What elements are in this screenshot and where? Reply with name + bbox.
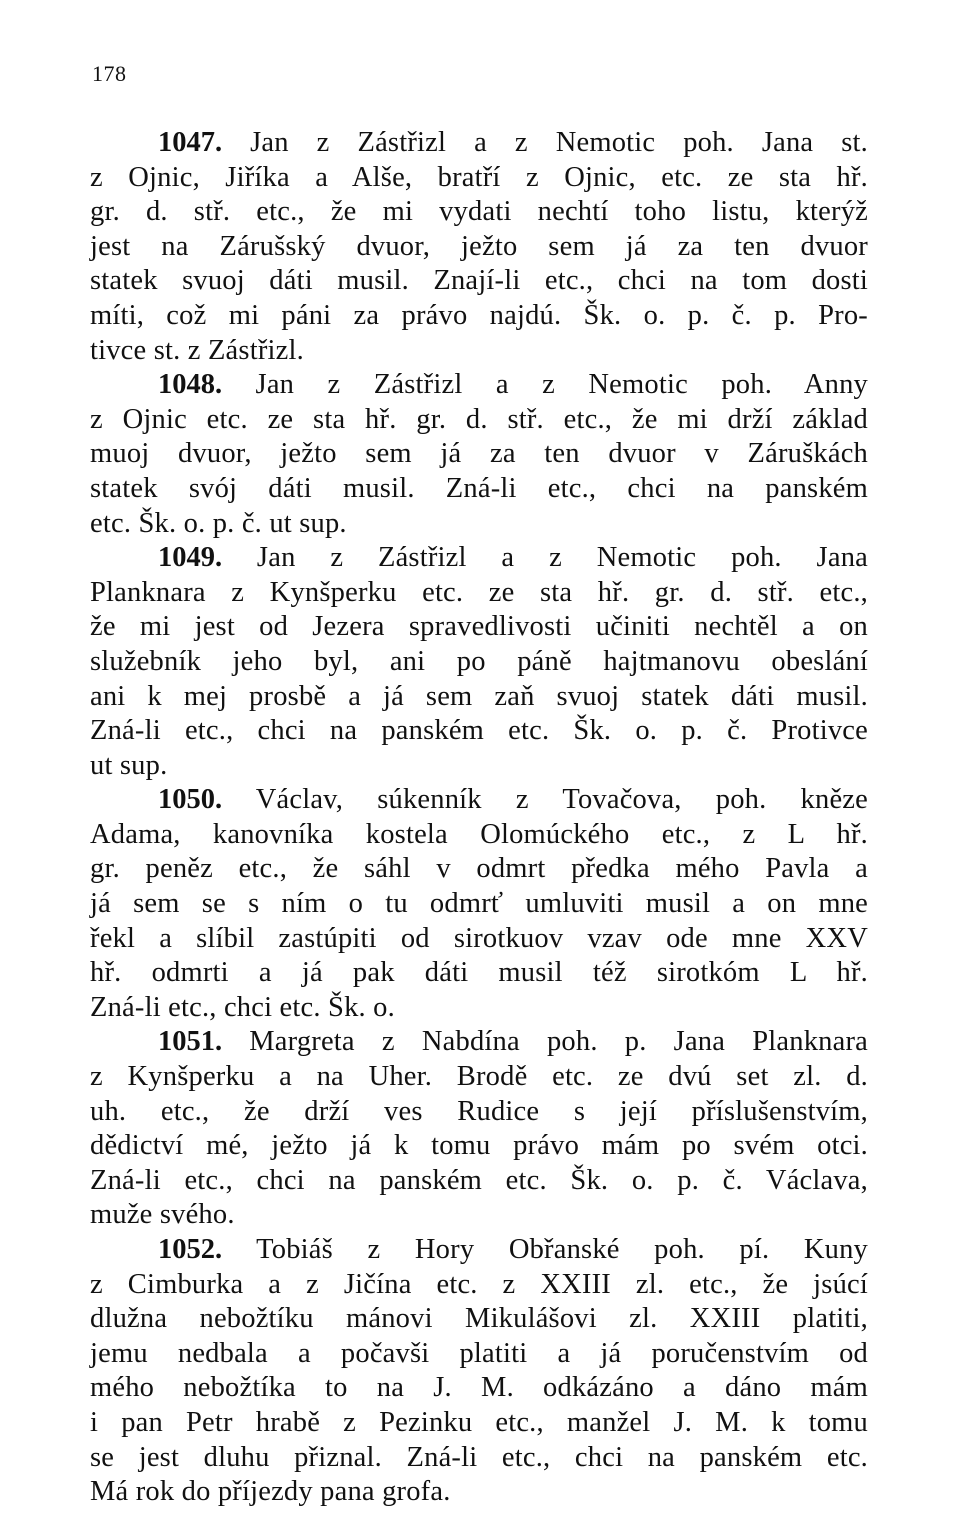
entry-number: 1048.: [158, 369, 223, 401]
text-line: [90, 541, 868, 576]
line-text: Jan z Zástřizl a z Nemotic poh. Anny: [222, 369, 868, 401]
text-line: [90, 1371, 868, 1406]
line-text: jemu nedbala a počavši platiti a já poručenstvím od: [90, 1337, 868, 1369]
text-line: [90, 852, 868, 887]
line-text: dědictví mé, ježto já k tomu právo mám po svém otci.: [90, 1130, 868, 1162]
line-text: z Ojnic etc. ze sta hř. gr. d. stř. etc., že mi drží základ: [90, 403, 868, 435]
line-text: ani k mej prosbě a já sem zaň svuoj statek dáti musil.: [90, 680, 868, 712]
line-text: řekl a slíbil zastúpiti od sirotkuov vzav ode mne XXV: [90, 922, 868, 954]
text-line: [90, 472, 868, 507]
line-text: etc. Šk. o. p. č. ut sup.: [90, 507, 347, 539]
line-text: Václav, súkenník z Tovačova, poh. kněze: [222, 784, 868, 816]
line-text: Jan z Zástřizl a z Nemotic poh. Jana: [222, 542, 868, 574]
text-line: [90, 1129, 868, 1164]
text-line: [90, 403, 868, 438]
line-text: Zná-li etc., chci etc. Šk. o.: [90, 991, 395, 1023]
text-line: [90, 1406, 868, 1441]
line-text: se jest dluhu přiznal. Zná-li etc., chci na panském etc.: [90, 1441, 868, 1473]
text-line: [90, 368, 868, 403]
line-text: Planknara z Kynšperku etc. ze sta hř. gr. d. stř. etc.,: [90, 576, 868, 608]
text-line: [90, 714, 868, 749]
text-line: [90, 507, 868, 542]
line-text: z Ojnic, Jiříka a Alše, bratří z Ojnic, etc. ze sta hř.: [90, 161, 868, 193]
text-line: [90, 126, 868, 161]
text-line: [90, 230, 868, 265]
body-text: [90, 126, 868, 1510]
line-text: Tobiáš z Hory Obřanské poh. pí. Kuny: [222, 1234, 868, 1265]
line-text: dlužna nebožtíku mánovi Mikulášovi zl. XXIII platiti,: [90, 1303, 868, 1335]
line-text: míti, což mi páni za právo najdú. Šk. o. p. č. p. Pro-: [90, 299, 868, 331]
line-text: z Kynšperku a na Uher. Brodě etc. ze dvú set zl. d.: [90, 1061, 868, 1093]
text-line: [90, 645, 868, 680]
entry-number: 1052.: [158, 1234, 223, 1265]
text-line: [90, 1337, 868, 1372]
text-line: [90, 1302, 868, 1337]
page-number: 178: [92, 61, 127, 86]
line-text: tivce st. z Zástřizl.: [90, 334, 304, 366]
text-line: [90, 1198, 868, 1233]
line-text: hř. odmrti a já pak dáti musil též sirotkóm L hř.: [90, 957, 868, 989]
line-text: služebník jeho byl, ani po páně hajtmanovu obeslání: [90, 645, 868, 677]
line-text: i pan Petr hrabě z Pezinku etc., manžel J. M. k tomu: [90, 1406, 868, 1438]
text-line: [90, 1095, 868, 1130]
line-text: Má rok do příjezdy pana grofa.: [90, 1476, 451, 1508]
line-text: Zná-li etc., chci na panském etc. Šk. o. p. č. Václava,: [90, 1164, 868, 1196]
line-text: že mi jest od Jezera spravedlivosti učiniti nechtěl a on: [90, 611, 868, 643]
text-line: [90, 195, 868, 230]
line-text: ut sup.: [90, 749, 168, 781]
line-text: uh. etc., že drží ves Rudice s její příslušenstvím,: [90, 1095, 868, 1127]
line-text: z Cimburka a z Jičína etc. z XXIII zl. etc., že jsúcí: [90, 1268, 868, 1300]
text-line: [90, 818, 868, 853]
line-text: Margreta z Nabdína poh. p. Jana Planknara: [222, 1026, 868, 1058]
text-line: [90, 610, 868, 645]
line-text: statek svuoj dáti musil. Znají-li etc., chci na tom dosti: [90, 265, 868, 297]
line-text: muoj dvuor, ježto sem já za ten dvuor v Záruškách: [90, 438, 868, 470]
text-line: [90, 1475, 868, 1510]
line-text: já sem se s ním o tu odmrť umluviti musil a on mne: [90, 888, 868, 920]
text-line: [90, 161, 868, 196]
text-line: [90, 749, 868, 784]
text-line: [90, 680, 868, 715]
text-line: [90, 1164, 868, 1199]
text-line: [90, 991, 868, 1026]
line-text: gr. peněz etc., že sáhl v odmrt předka mého Pavla a: [90, 853, 868, 885]
text-line: [90, 922, 868, 957]
line-text: jest na Zárušský dvuor, ježto sem já za ten dvuor: [90, 230, 868, 262]
text-line: [90, 956, 868, 991]
line-text: muže svého.: [90, 1199, 235, 1231]
line-text: mého nebožtíka to na J. M. odkázáno a dáno mám: [90, 1372, 868, 1404]
text-line: [90, 437, 868, 472]
text-line: [90, 887, 868, 922]
entry-number: 1049.: [158, 542, 223, 574]
entry-number: 1047.: [158, 127, 223, 158]
text-line: [90, 1060, 868, 1095]
entry-number: 1051.: [158, 1026, 223, 1058]
text-line: [90, 783, 868, 818]
text-line: [90, 264, 868, 299]
entry-number: 1050.: [158, 784, 223, 816]
line-text: gr. d. stř. etc., že mi vydati nechtí toho listu, kterýž: [90, 196, 868, 228]
line-text: Adama, kanovníka kostela Olomúckého etc., z L hř.: [90, 818, 868, 850]
text-line: [90, 576, 868, 611]
line-text: statek svój dáti musil. Zná-li etc., chci na panském: [90, 472, 868, 504]
line-text: Zná-li etc., chci na panském etc. Šk. o. p. č. Protivce: [90, 715, 868, 747]
text-line: [90, 334, 868, 369]
text-line: [90, 1025, 868, 1060]
line-text: Jan z Zástřizl a z Nemotic poh. Jana st.: [222, 127, 868, 158]
text-line: [90, 1233, 868, 1268]
text-line: [90, 1268, 868, 1303]
text-line: [90, 299, 868, 334]
text-line: [90, 1441, 868, 1476]
